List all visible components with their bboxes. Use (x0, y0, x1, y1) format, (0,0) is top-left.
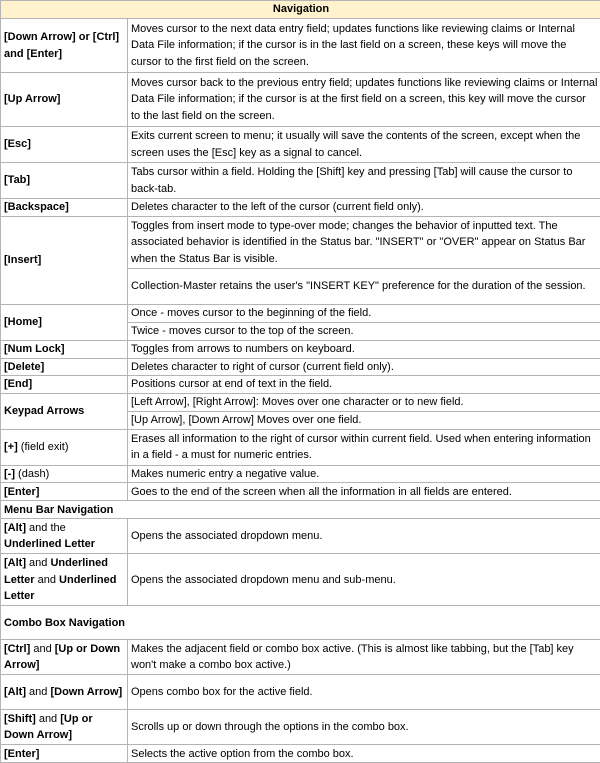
key-label: [-] (4, 468, 15, 480)
key-label: [Down Arrow] (50, 686, 122, 698)
description-cell: Selects the active option from the combo box. (128, 745, 600, 763)
section-spacer (128, 501, 600, 519)
description-cell: Erases all information to the right of cursor within current field. Used when entering information in a field - a must for numeric entries. (128, 429, 600, 465)
description-cell: Moves cursor back to the previous entry field; updates functions like reviewing claims or Internal Data File information; if the cursor is at the first field on a screen, this key will move the cursor to the last field on the screen. (128, 73, 600, 127)
description-cell: Deletes character to right of cursor (current field only). (128, 358, 600, 376)
key-cell: [Insert] (1, 217, 128, 305)
key-cell (1, 465, 128, 483)
table-row (1, 710, 600, 745)
key-cell: [Enter] (1, 483, 128, 501)
key-label: [+] (4, 441, 18, 453)
key-label: Underlined Letter (4, 574, 116, 603)
table-row (1, 358, 600, 376)
key-cell: [Tab] (1, 163, 128, 199)
key-cell: [Num Lock] (1, 341, 128, 359)
key-joiner: and (36, 713, 60, 725)
key-cell: [Delete] (1, 358, 128, 376)
table-row (1, 465, 600, 483)
description-cell: Moves cursor to the next data entry field; updates functions like reviewing claims or Internal Data File information; if the cursor is in the last field on a screen, these keys will move the cursor to the first field on the screen. (128, 19, 600, 73)
key-cell (1, 429, 128, 465)
table-header-row (1, 1, 600, 19)
key-cell: Keypad Arrows (1, 393, 128, 429)
table-row (1, 675, 600, 710)
key-cell (1, 519, 128, 554)
description-cell: Positions cursor at end of text in the field. (128, 376, 600, 394)
description-cell: [Left Arrow], [Right Arrow]: Moves over one character or to new field. (128, 393, 600, 411)
table-row (1, 341, 600, 359)
description-cell: Deletes character to the left of the cursor (current field only). (128, 199, 600, 217)
key-note: (field exit) (18, 441, 69, 453)
table-row (1, 305, 600, 323)
key-cell: [Esc] (1, 127, 128, 163)
key-cell: [Home] (1, 305, 128, 341)
key-cell: [Down Arrow] or [Ctrl] and [Enter] (1, 19, 128, 73)
key-label: [Up or Down Arrow] (4, 713, 93, 742)
table-row (1, 429, 600, 465)
key-label: Underlined Letter (4, 538, 95, 550)
description-cell: Opens the associated dropdown menu and sub-menu. (128, 554, 600, 606)
key-joiner: and (30, 643, 54, 655)
table-row (1, 19, 600, 73)
key-label: [Up or Down Arrow] (4, 643, 120, 672)
key-cell: [End] (1, 376, 128, 394)
description-cell: Opens combo box for the active field. (128, 675, 600, 710)
description-cell: [Up Arrow], [Down Arrow] Moves over one field. (128, 411, 600, 429)
description-cell: Once - moves cursor to the beginning of the field. (128, 305, 600, 323)
description-cell: Exits current screen to menu; it usually will save the contents of the screen, except when the screen uses the [Esc] key as a signal to cancel. (128, 127, 600, 163)
key-label: [Alt] (4, 522, 26, 534)
table-row (1, 640, 600, 675)
description-cell: Toggles from arrows to numbers on keyboard. (128, 341, 600, 359)
table-row (1, 554, 600, 606)
key-cell (1, 640, 128, 675)
key-label: [Alt] (4, 557, 26, 569)
key-cell: [Backspace] (1, 199, 128, 217)
table-row (1, 217, 600, 269)
table-row (1, 519, 600, 554)
section-row (1, 501, 600, 519)
key-cell (1, 675, 128, 710)
table-row (1, 483, 600, 501)
description-cell: Opens the associated dropdown menu. (128, 519, 600, 554)
key-cell (1, 710, 128, 745)
description-cell: Collection-Master retains the user's "INSERT KEY" preference for the duration of the session. (128, 269, 600, 305)
description-cell: Toggles from insert mode to type-over mode; changes the behavior of inputted text. The associated behavior is identified in the Status bar. "INSERT" or "OVER" appear on Status Bar when the Status Bar is visible. (128, 217, 600, 269)
key-label: [Ctrl] (4, 643, 30, 655)
table-title: Navigation (1, 1, 600, 19)
key-cell: [Up Arrow] (1, 73, 128, 127)
key-joiner: and (35, 574, 59, 586)
table-row (1, 163, 600, 199)
key-label: [Shift] (4, 713, 36, 725)
key-joiner: and (26, 557, 50, 569)
description-cell: Scrolls up or down through the options in the combo box. (128, 710, 600, 745)
description-cell: Twice - moves cursor to the top of the screen. (128, 323, 600, 341)
table-row (1, 199, 600, 217)
key-cell (1, 554, 128, 606)
key-cell: [Enter] (1, 745, 128, 763)
description-cell: Tabs cursor within a field. Holding the [Shift] key and pressing [Tab] will cause the cursor to back-tab. (128, 163, 600, 199)
key-joiner: and the (26, 522, 66, 534)
description-cell: Goes to the end of the screen when all the information in all fields are entered. (128, 483, 600, 501)
table-row (1, 127, 600, 163)
section-row (1, 606, 600, 640)
section-title: Combo Box Navigation (1, 606, 128, 640)
key-label: [Alt] (4, 686, 26, 698)
description-cell: Makes numeric entry a negative value. (128, 465, 600, 483)
key-note: (dash) (15, 468, 49, 480)
key-joiner: and (26, 686, 50, 698)
description-cell: Makes the adjacent field or combo box active. (This is almost like tabbing, but the [Tab] key won't make a combo box active.) (128, 640, 600, 675)
table-row (1, 73, 600, 127)
section-title: Menu Bar Navigation (1, 501, 128, 519)
table-row (1, 393, 600, 411)
table-row (1, 376, 600, 394)
section-spacer (128, 606, 600, 640)
key-label: Underlined Letter (4, 557, 108, 586)
